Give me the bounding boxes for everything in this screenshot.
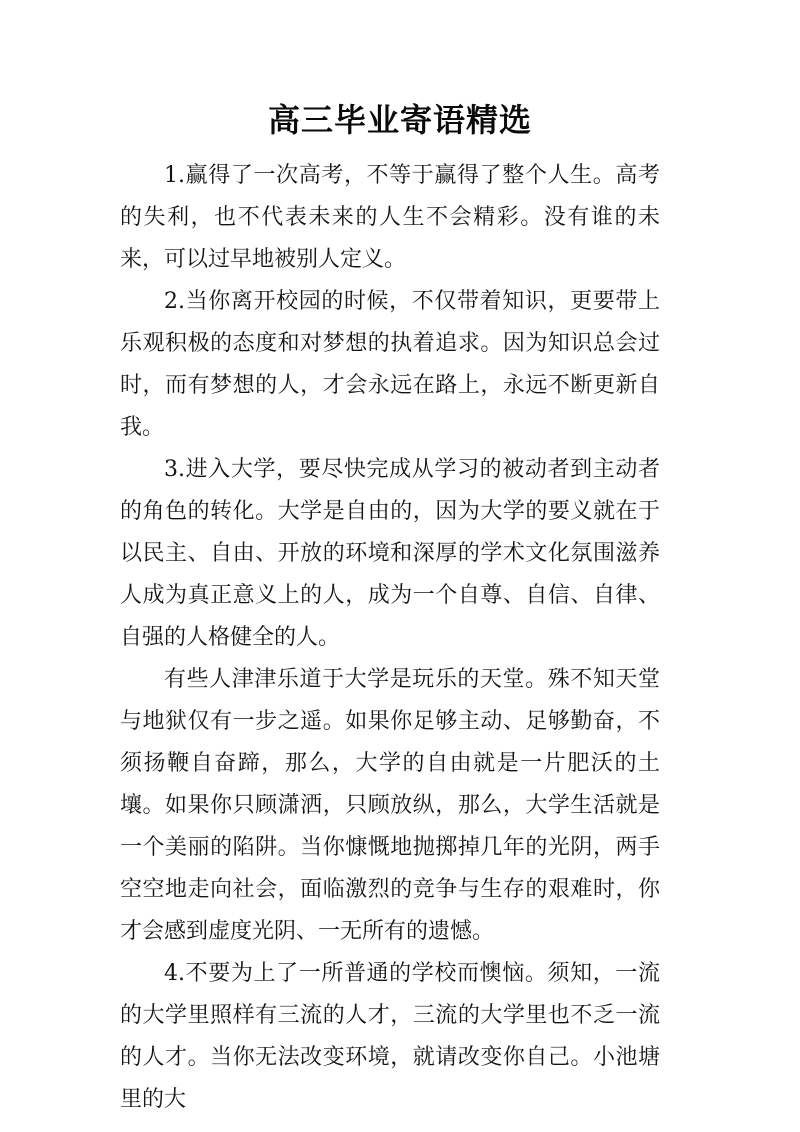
paragraph-4: 有些人津津乐道于大学是玩乐的天堂。殊不知天堂与地狱仅有一步之遥。如果你足够主动、足够勤奋，不须扬鞭自奋蹄，那么，大学的自由就是一片肥沃的土壤。如果你只顾潇洒，只顾放纵，那么，大学生活就是一个美丽的陷阱。当你慷慨地抛掷掉几年的光阴，两手空空地走向社会，面临激烈的竞争与生存的艰难时，你才会感到虚度光阴、一无所有的遗憾。 (120, 667, 660, 944)
document-title: 高三毕业寄语精选 (267, 101, 532, 139)
paragraph-5: 4.不要为上了一所普通的学校而懊恼。须知，一流的大学里照样有三流的人才，三流的大学里也不乏一流的人才。当你无法改变环境，就请改变你自己。小池塘里的大 (120, 961, 660, 1112)
document-body (120, 155, 660, 1121)
paragraph-3: 3.进入大学，要尽快完成从学习的被动者到主动者的角色的转化。大学是自由的，因为大学的要义就在于以民主、自由、开放的环境和深厚的学术文化氛围滋养人成为真正意义上的人，成为一个自尊、自信、自律、自强的人格健全的人。 (120, 457, 660, 650)
paragraph-2: 2.当你离开校园的时候，不仅带着知识，更要带上乐观积极的态度和对梦想的执着追求。因为知识总会过时，而有梦想的人，才会永远在路上，永远不断更新自我。 (120, 289, 660, 440)
paragraph-1: 1.赢得了一次高考，不等于赢得了整个人生。高考的失利，也不代表未来的人生不会精彩。没有谁的未来，可以过早地被别人定义。 (120, 163, 660, 272)
